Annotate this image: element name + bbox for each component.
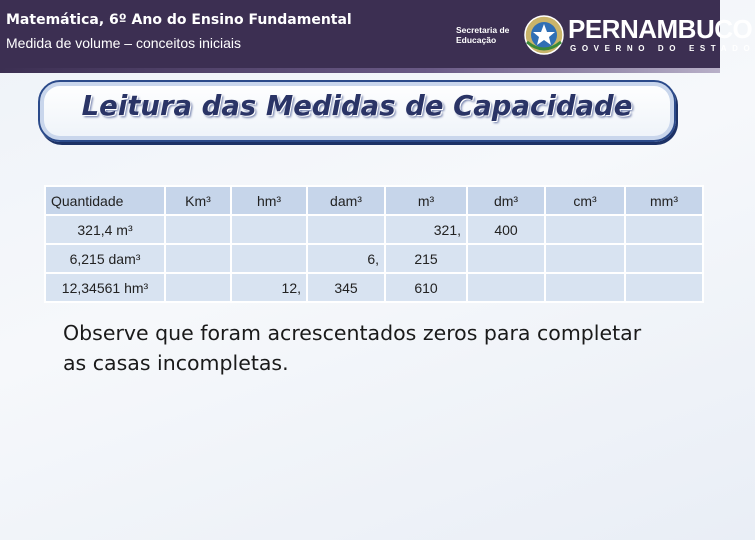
- table-cell: [625, 273, 703, 302]
- column-header-dm3: dm³: [467, 186, 545, 215]
- column-header-km3: Km³: [165, 186, 231, 215]
- table-cell: 6,215 dam³: [45, 244, 165, 273]
- table-cell: 610: [385, 273, 467, 302]
- table-cell: 321,4 m³: [45, 215, 165, 244]
- table-cell: [231, 215, 307, 244]
- state-crest-logo: [523, 12, 565, 58]
- table-cell: 321,: [385, 215, 467, 244]
- header-stripe: [0, 68, 720, 73]
- column-header-mm3: mm³: [625, 186, 703, 215]
- brand-name: PERNAMBUCO: [568, 14, 753, 44]
- table-cell: 6,: [307, 244, 385, 273]
- table-row: [45, 273, 703, 302]
- column-header-quantidade: Quantidade: [45, 186, 165, 215]
- table-row: [45, 244, 703, 273]
- table-cell: [625, 215, 703, 244]
- column-header-hm3: hm³: [231, 186, 307, 215]
- table-cell: 215: [385, 244, 467, 273]
- table-cell: [231, 244, 307, 273]
- table-cell: 400: [467, 215, 545, 244]
- brand-subtitle: GOVERNO DO ESTADO: [570, 44, 755, 53]
- observation-note: Observe que foram acrescentados zeros para completar as casas incompletas.: [63, 321, 642, 375]
- table-cell: [467, 244, 545, 273]
- table-cell: [625, 244, 703, 273]
- slide-title: Leitura das Medidas de Capacidade: [81, 90, 633, 122]
- table-cell: [467, 273, 545, 302]
- table-cell: 12,: [231, 273, 307, 302]
- units-table: [44, 185, 704, 303]
- column-header-m3: m³: [385, 186, 467, 215]
- course-title: Matemática, 6º Ano do Ensino Fundamental: [6, 12, 352, 28]
- secretaria-line2: Educação: [456, 35, 497, 45]
- course-subtitle: Medida de volume – conceitos iniciais: [6, 35, 242, 51]
- table-cell: [545, 244, 625, 273]
- table-cell: 12,34561 hm³: [45, 273, 165, 302]
- column-header-cm3: cm³: [545, 186, 625, 215]
- table-row: [45, 215, 703, 244]
- slide-header: [0, 0, 755, 68]
- table-cell: [307, 215, 385, 244]
- table-cell: [165, 273, 231, 302]
- table-cell: [165, 244, 231, 273]
- table-header-row: [45, 186, 703, 215]
- title-banner: [38, 80, 676, 142]
- secretaria-label: [456, 25, 509, 45]
- table-cell: [165, 215, 231, 244]
- column-header-dam3: dam³: [307, 186, 385, 215]
- table-cell: 345: [307, 273, 385, 302]
- table-cell: [545, 273, 625, 302]
- table-cell: [545, 215, 625, 244]
- secretaria-line1: Secretaria de: [456, 25, 510, 35]
